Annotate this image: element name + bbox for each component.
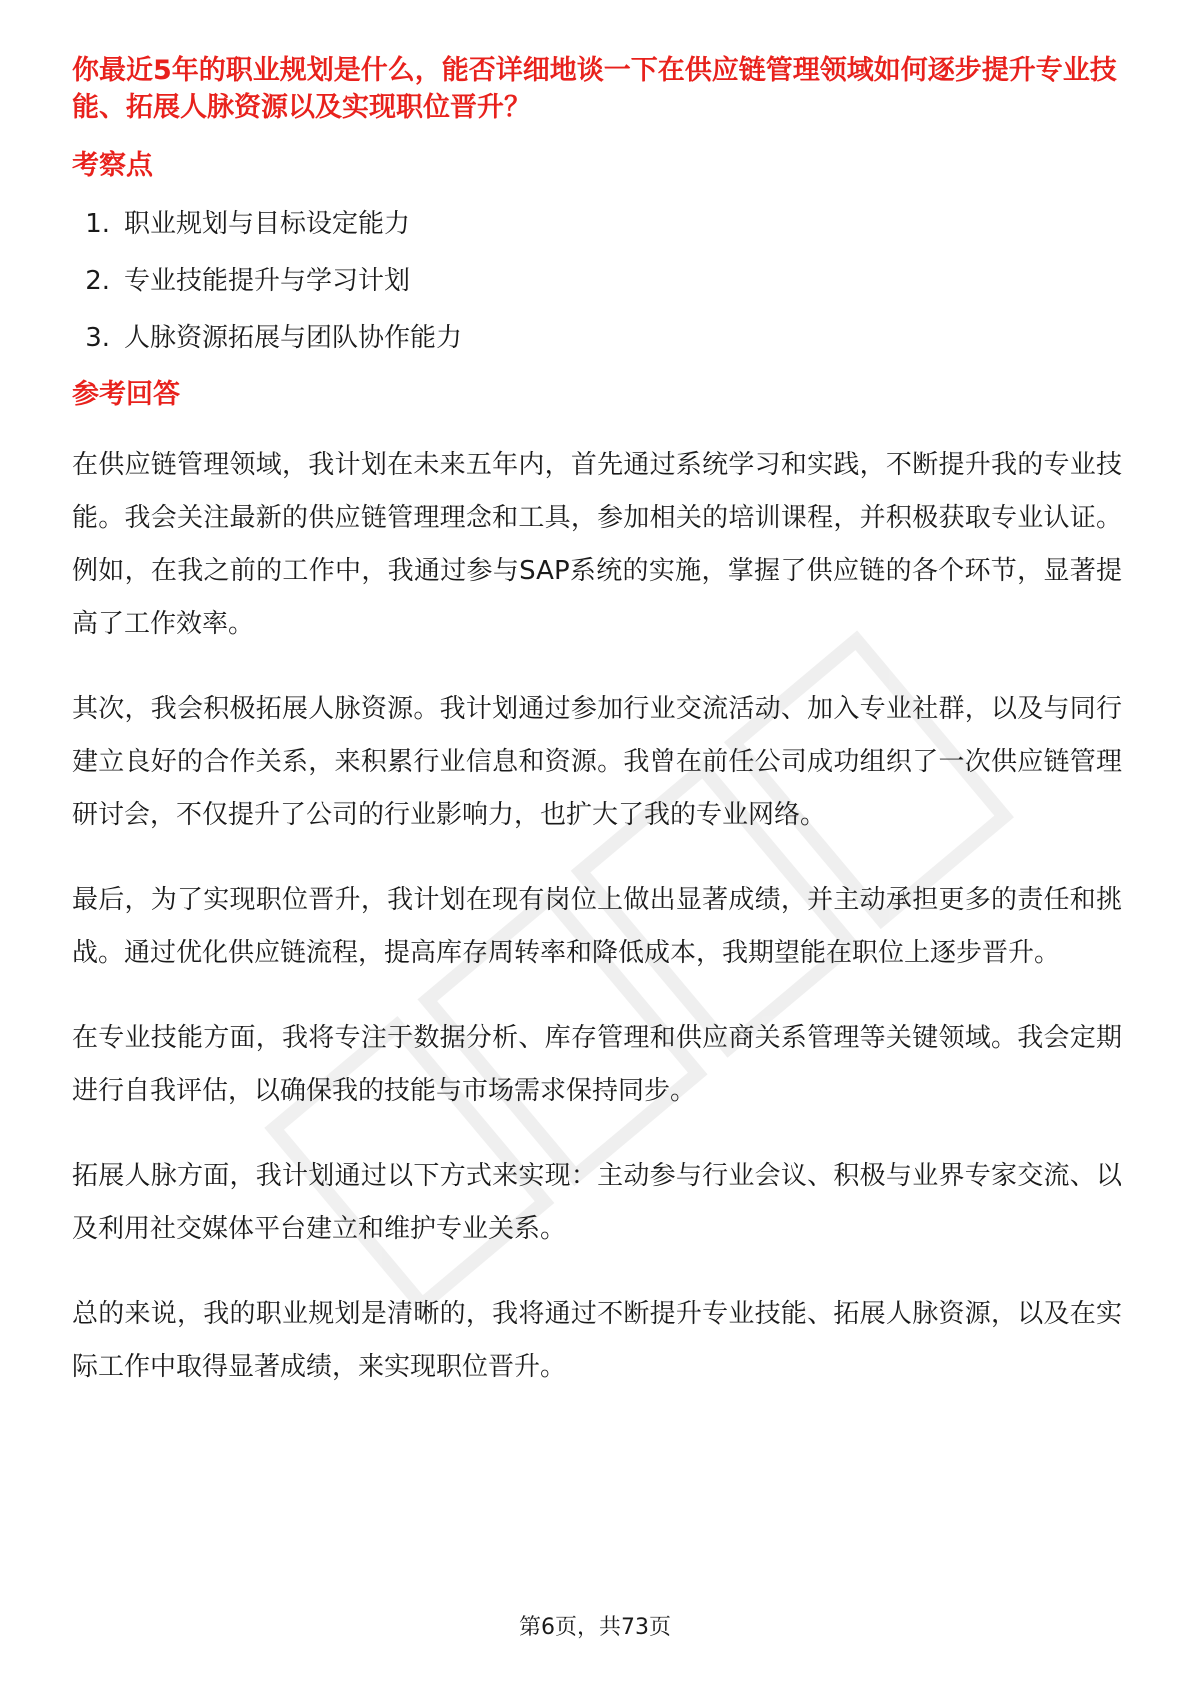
list-item-text: 专业技能提升与学习计划 bbox=[124, 266, 411, 296]
list-item-number: 3. bbox=[85, 323, 110, 353]
list-item bbox=[72, 204, 1122, 244]
assessment-points-list bbox=[72, 204, 1122, 358]
answer-paragraph: 其次，我会积极拓展人脉资源。我计划通过参加行业交流活动、加入专业社群，以及与同行建立良好的合作关系，来积累行业信息和资源。我曾在前任公司成功组织了一次供应链管理研讨会，不仅提升了公司的行业影响力，也扩大了我的专业网络。 bbox=[72, 694, 1122, 830]
section-heading-reference-answer: 参考回答 bbox=[72, 379, 180, 410]
list-item-number: 2. bbox=[85, 266, 110, 296]
answer-paragraph: 最后，为了实现职位晋升，我计划在现有岗位上做出显著成绩，并主动承担更多的责任和挑战。通过优化供应链流程，提高库存周转率和降低成本，我期望能在职位上逐步晋升。 bbox=[72, 885, 1122, 968]
question-title: 你最近5年的职业规划是什么，能否详细地谈一下在供应链管理领域如何逐步提升专业技能、拓展人脉资源以及实现职位晋升？ bbox=[72, 55, 1117, 123]
list-item bbox=[72, 261, 1122, 301]
page-number-footer: 第6页，共73页 bbox=[519, 1615, 671, 1640]
answer-paragraph: 拓展人脉方面，我计划通过以下方式来实现：主动参与行业会议、积极与业界专家交流、以及利用社交媒体平台建立和维护专业关系。 bbox=[72, 1161, 1122, 1244]
answer-body bbox=[72, 439, 1122, 1394]
answer-paragraph: 在专业技能方面，我将专注于数据分析、库存管理和供应商关系管理等关键领域。我会定期进行自我评估，以确保我的技能与市场需求保持同步。 bbox=[72, 1023, 1122, 1106]
list-item-number: 1. bbox=[85, 209, 110, 239]
answer-paragraph: 总的来说，我的职业规划是清晰的，我将通过不断提升专业技能、拓展人脉资源，以及在实际工作中取得显著成绩，来实现职位晋升。 bbox=[72, 1299, 1122, 1382]
answer-paragraph: 在供应链管理领域，我计划在未来五年内，首先通过系统学习和实践，不断提升我的专业技能。我会关注最新的供应链管理理念和工具，参加相关的培训课程，并积极获取专业认证。例如，在我之前的工作中，我通过参与SAP系统的实施，掌握了供应链的各个环节，显著提高了工作效率。 bbox=[72, 450, 1122, 639]
document-page bbox=[72, 52, 1122, 1426]
list-item bbox=[72, 318, 1122, 358]
section-heading-assessment-points: 考察点 bbox=[72, 150, 153, 181]
list-item-text: 人脉资源拓展与团队协作能力 bbox=[124, 323, 463, 353]
list-item-text: 职业规划与目标设定能力 bbox=[124, 209, 411, 239]
